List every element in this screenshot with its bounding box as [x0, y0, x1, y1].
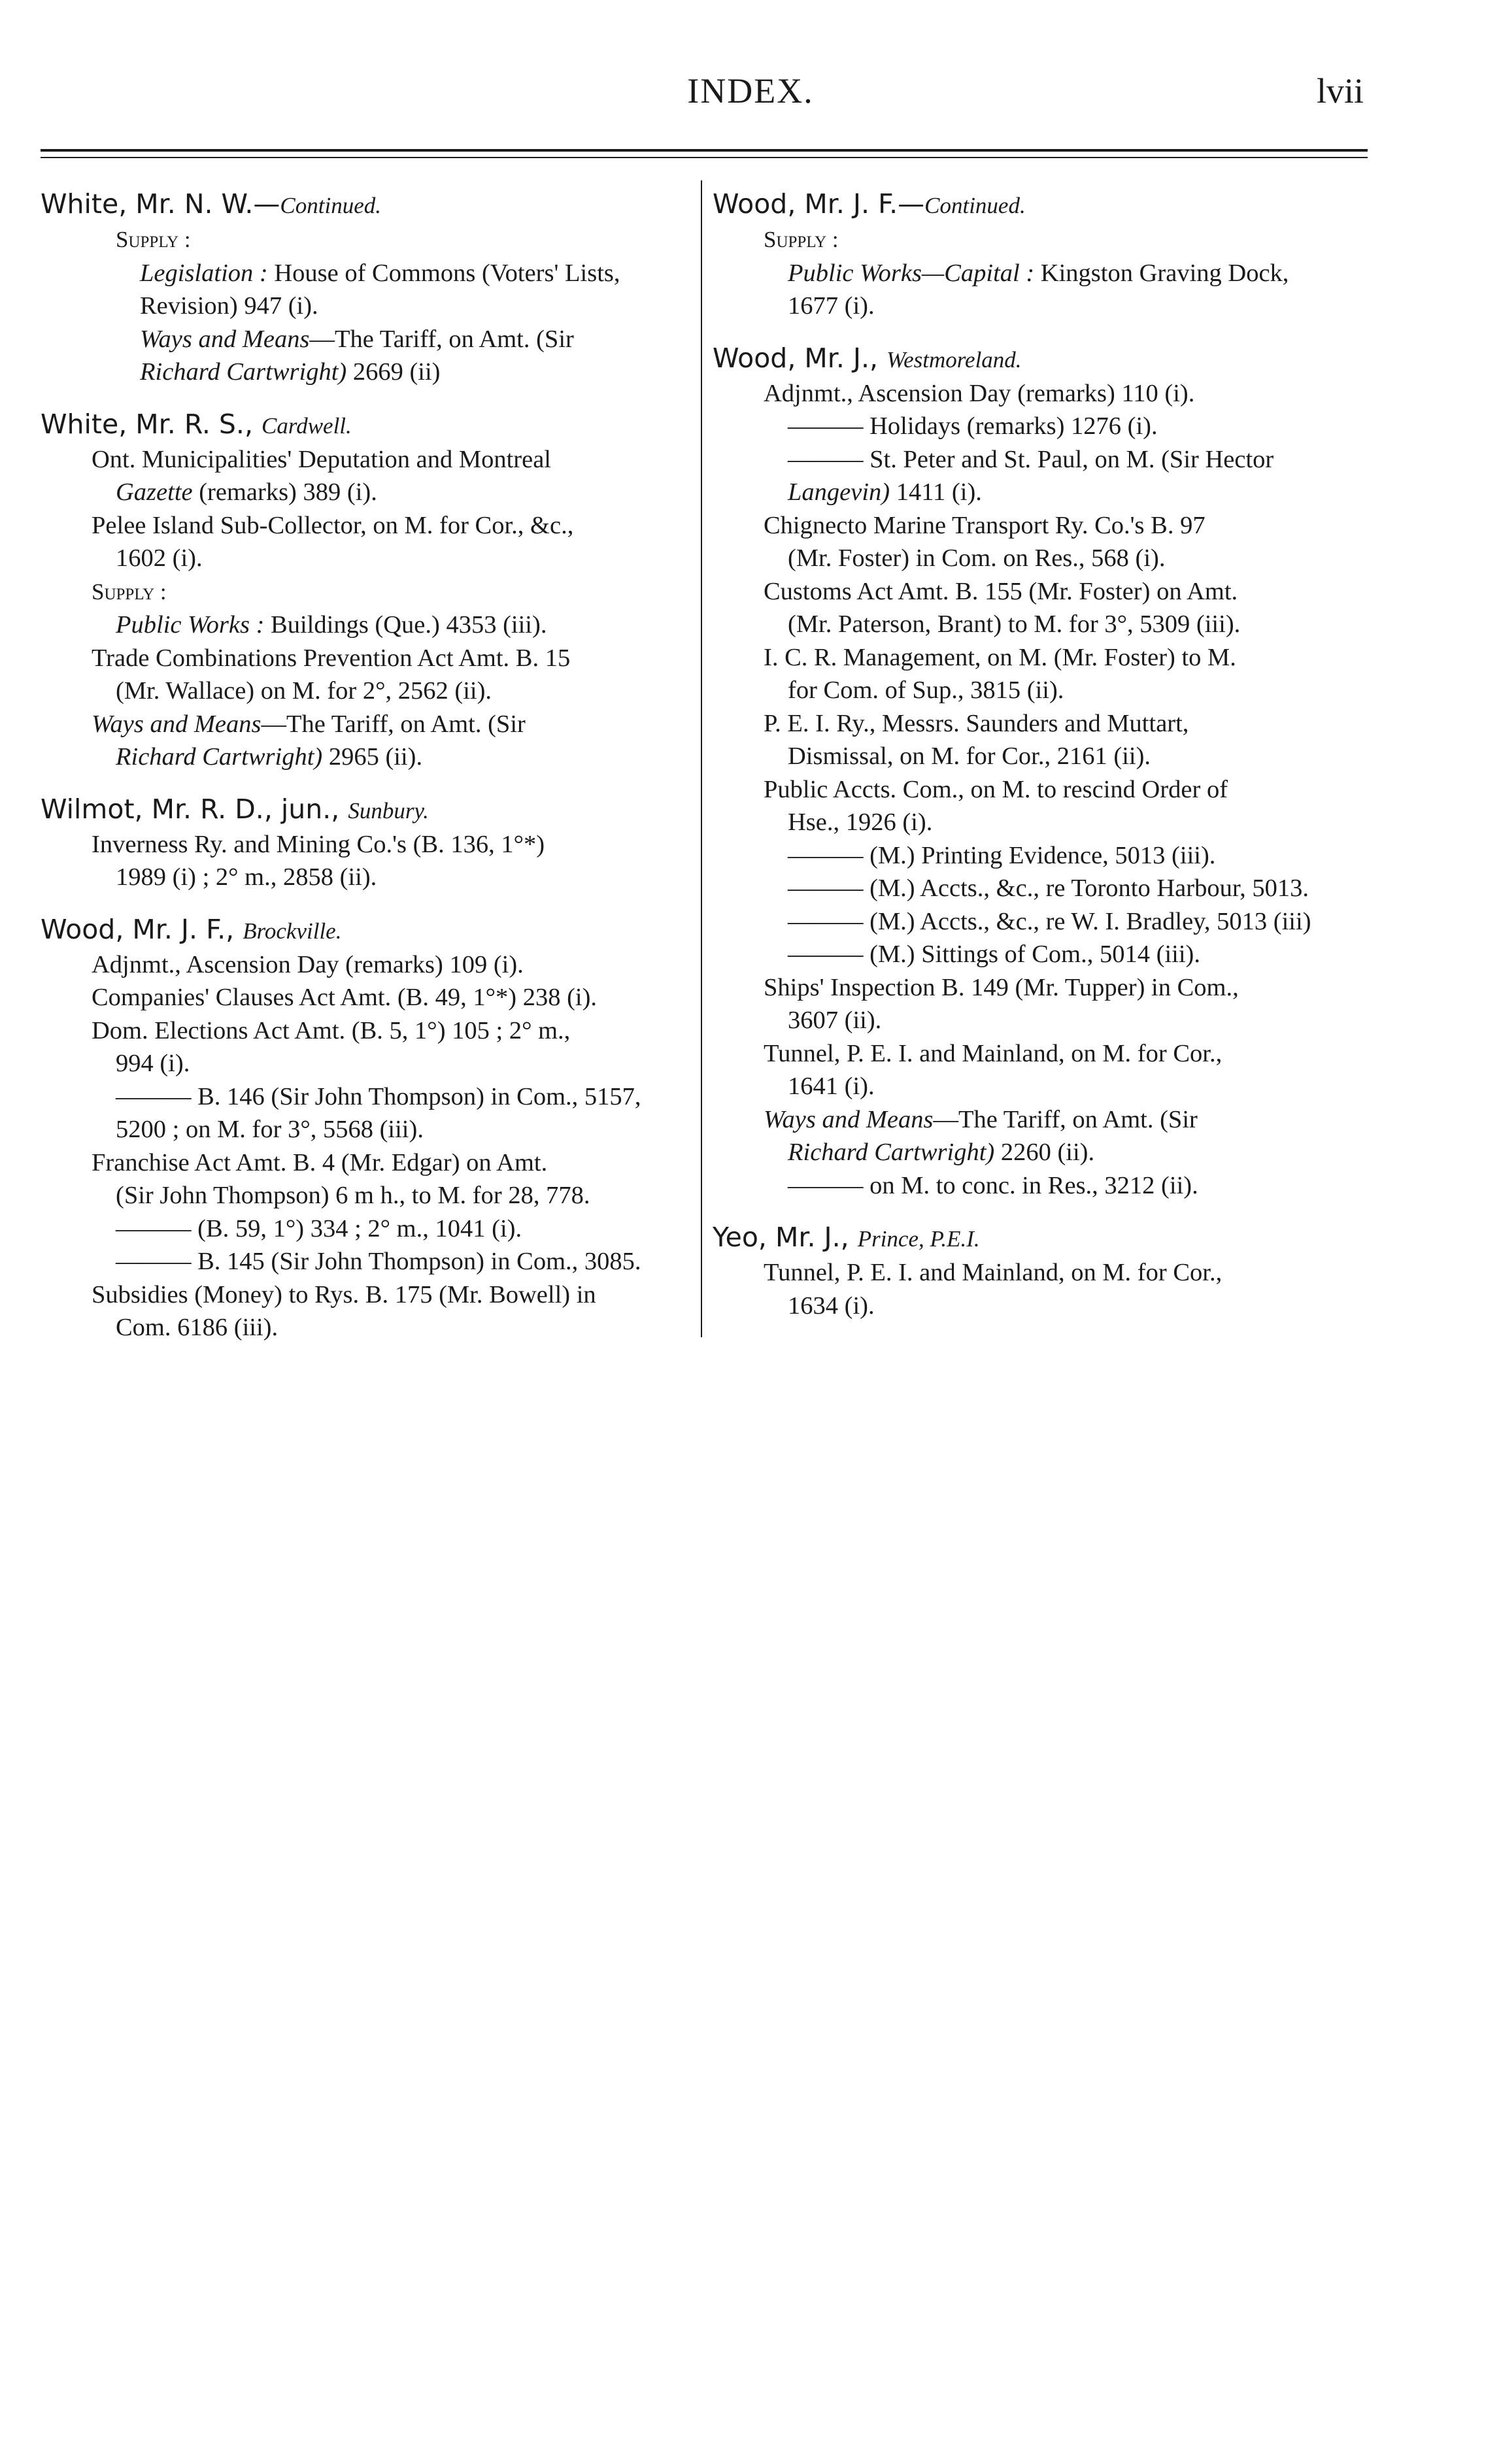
index-entry: [713, 773, 1366, 807]
header-rule-thin: [41, 157, 1368, 158]
entry-text: Dom. Elections Act Amt. (B. 5, 1°) 105 ; 2° m.,: [92, 1016, 571, 1044]
constituency: Prince, P.E.I.: [857, 1226, 980, 1252]
entry-text: (remarks) 389 (i).: [192, 478, 377, 506]
entry-text: Chignecto Marine Transport Ry. Co.'s B. 97: [764, 511, 1206, 539]
index-entry: [41, 608, 694, 642]
index-entry: [713, 938, 1366, 971]
entry-text: (Mr. Wallace) on M. for 2°, 2562 (ii).: [116, 677, 492, 705]
index-entry: [41, 542, 694, 575]
index-entry: [41, 708, 694, 741]
entry-text: Adjnmt., Ascension Day (remarks) 110 (i).: [764, 379, 1195, 407]
entry-italic-lead: Ways and Means: [764, 1105, 934, 1133]
index-entry: [41, 1179, 694, 1212]
index-entry: [41, 443, 694, 476]
entry-italic-lead: Gazette: [116, 478, 193, 506]
index-entry: [41, 981, 694, 1014]
column-divider: [701, 180, 702, 1337]
entry-text: (Sir John Thompson) 6 m h., to M. for 28, 778.: [116, 1182, 590, 1209]
entry-text: ——— B. 146 (Sir John Thompson) in Com., 5157,: [116, 1082, 641, 1110]
constituency: Continued.: [280, 193, 381, 218]
entry-text: Hse., 1926 (i).: [788, 808, 933, 836]
index-entry: [713, 1290, 1366, 1323]
entry-text: Franchise Act Amt. B. 4 (Mr. Edgar) on Amt.: [92, 1148, 548, 1176]
entry-italic-lead: Langevin): [788, 478, 890, 506]
entry-text: 994 (i).: [116, 1050, 190, 1077]
index-entry: [41, 828, 694, 861]
index-entry: [713, 443, 1366, 476]
entry-italic-lead: Public Works :: [116, 611, 265, 639]
index-entry: [41, 1113, 694, 1146]
constituency: Sunbury.: [348, 797, 429, 824]
index-entry: [713, 1169, 1366, 1203]
entry-text: ——— St. Peter and St. Paul, on M. (Sir Hector: [788, 445, 1274, 473]
page-number: lvii: [1316, 71, 1364, 110]
entry-text: P. E. I. Ry., Messrs. Saunders and Muttart,: [764, 709, 1189, 737]
entry-text: ——— (M.) Sittings of Com., 5014 (iii).: [788, 941, 1200, 968]
index-entry: [41, 257, 694, 290]
entry-text: Pelee Island Sub-Collector, on M. for Cor., &c.,: [92, 511, 574, 539]
entry-text: Inverness Ry. and Mining Co.'s (B. 136, 1°*): [92, 830, 545, 858]
index-entry: [713, 707, 1366, 741]
index-entry: [713, 1070, 1366, 1103]
index-entry: [41, 1080, 694, 1114]
index-entry: [713, 223, 1366, 257]
entry-italic-lead: Public Works—Capital :: [788, 259, 1035, 287]
index-entry: [41, 290, 694, 323]
entry-italic-lead: Ways and Means: [92, 710, 261, 738]
member-heading: [41, 912, 694, 948]
index-entry: [713, 377, 1366, 410]
entry-text: —The Tariff, on Amt. (Sir: [309, 325, 574, 353]
entry-text: ——— (M.) Printing Evidence, 5013 (iii).: [788, 841, 1216, 869]
entry-text: for Com. of Sup., 3815 (ii).: [788, 676, 1064, 704]
member-name: Wood, Mr. J. F.—: [713, 188, 925, 220]
entry-text: Dismissal, on M. for Cor., 2161 (ii).: [788, 742, 1151, 770]
entry-text: —The Tariff, on Amt. (Sir: [261, 710, 526, 738]
index-entry: [713, 257, 1366, 290]
index-entry: [41, 642, 694, 675]
entry-text: Companies' Clauses Act Amt. (B. 49, 1°*) 238 (i).: [92, 984, 598, 1011]
page-header: [0, 0, 1501, 150]
index-entry: [713, 905, 1366, 939]
index-entry: [713, 971, 1366, 1005]
entry-text: Ships' Inspection B. 149 (Mr. Tupper) in Com.,: [764, 973, 1239, 1001]
index-entry: [713, 674, 1366, 707]
index-entry: [713, 641, 1366, 674]
entry-text: Revision) 947 (i).: [140, 292, 318, 320]
entry-text: ——— B. 145 (Sir John Thompson) in Com., 3085.: [116, 1248, 641, 1275]
entry-text: Com. 6186 (iii).: [116, 1314, 278, 1341]
constituency: Continued.: [924, 193, 1026, 218]
index-entry: [713, 608, 1366, 641]
member-name: Wood, Mr. J.,: [713, 342, 887, 374]
index-entry: [713, 740, 1366, 773]
index-entry: [41, 575, 694, 609]
entry-text: Customs Act Amt. B. 155 (Mr. Foster) on Amt.: [764, 577, 1238, 605]
entry-text: Subsidies (Money) to Rys. B. 175 (Mr. Bowell) in: [92, 1280, 596, 1308]
index-entry: [713, 290, 1366, 323]
entry-text: Buildings (Que.) 4353 (iii).: [264, 611, 547, 639]
entry-text: ——— (M.) Accts., &c., re W. I. Bradley, 5013 (iii): [788, 907, 1311, 935]
entry-text: Trade Combinations Prevention Act Amt. B. 15: [92, 644, 571, 672]
constituency: Westmoreland.: [886, 346, 1022, 373]
index-entry: [41, 323, 694, 356]
entry-text: (Mr. Foster) in Com. on Res., 568 (i).: [788, 544, 1166, 572]
index-entry: [41, 1278, 694, 1312]
entry-text: 1989 (i) ; 2° m., 2858 (ii).: [116, 863, 377, 891]
index-entry: [713, 410, 1366, 443]
right-index-column: [713, 187, 1366, 1322]
entry-text: 1411 (i).: [890, 478, 982, 506]
entry-text: 1634 (i).: [788, 1291, 875, 1320]
entry-text: 2669 (ii): [346, 358, 441, 386]
entry-text: —The Tariff, on Amt. (Sir: [933, 1105, 1198, 1133]
entry-italic-lead: Richard Cartwright): [788, 1139, 995, 1166]
index-entry: [713, 1136, 1366, 1169]
left-index-column: [41, 187, 694, 1344]
member-heading: [41, 187, 694, 223]
index-entry: [41, 1212, 694, 1246]
entry-text: 1602 (i).: [116, 544, 203, 572]
index-entry: [41, 948, 694, 982]
member-heading: [41, 407, 694, 443]
entry-text: 5200 ; on M. for 3°, 5568 (iii).: [116, 1116, 424, 1143]
index-entry: [713, 575, 1366, 608]
entry-text: Supply :: [116, 227, 191, 252]
member-name: White, Mr. N. W.—: [41, 188, 280, 220]
member-heading: [713, 187, 1366, 223]
entry-text: ——— (M.) Accts., &c., re Toronto Harbour, 5013.: [788, 874, 1309, 902]
member-heading: [41, 792, 694, 828]
constituency: Brockville.: [243, 918, 342, 944]
entry-text: 3607 (ii).: [788, 1007, 882, 1034]
member-heading: [713, 1220, 1366, 1256]
constituency: Cardwell.: [261, 412, 352, 439]
index-entry: [41, 861, 694, 894]
entry-text: Kingston Graving Dock,: [1034, 259, 1289, 287]
entry-text: ——— (B. 59, 1°) 334 ; 2° m., 1041 (i).: [116, 1214, 522, 1242]
entry-italic-lead: Richard Cartwright): [140, 358, 347, 386]
index-entry: [713, 839, 1366, 873]
index-entry: [41, 356, 694, 389]
index-entry: [713, 1037, 1366, 1071]
index-entry: [713, 542, 1366, 575]
entry-text: Ont. Municipalities' Deputation and Montreal: [92, 445, 552, 473]
index-entry: [41, 1311, 694, 1344]
member-name: White, Mr. R. S.,: [41, 408, 262, 440]
entry-text: Public Accts. Com., on M. to rescind Order of: [764, 775, 1228, 803]
index-entry: [41, 741, 694, 774]
entry-text: (Mr. Paterson, Brant) to M. for 3°, 5309 (iii).: [788, 610, 1241, 638]
entry-italic-lead: Richard Cartwright): [116, 743, 323, 771]
entry-italic-lead: Ways and Means: [140, 325, 310, 353]
index-entry: [713, 509, 1366, 542]
header-rule: [41, 149, 1368, 152]
member-name: Yeo, Mr. J.,: [713, 1222, 858, 1253]
index-entry: [41, 1014, 694, 1048]
entry-text: Supply :: [764, 227, 839, 252]
entry-text: Supply :: [92, 578, 167, 605]
entry-text: 2965 (ii).: [322, 743, 423, 771]
index-entry: [713, 476, 1366, 509]
entry-italic-lead: Legislation :: [140, 259, 268, 287]
entry-text: House of Commons (Voters' Lists,: [267, 259, 620, 287]
member-name: Wood, Mr. J. F.,: [41, 913, 243, 945]
page-title: INDEX.: [687, 71, 814, 110]
index-entry: [41, 223, 694, 257]
index-entry: [41, 1245, 694, 1278]
entry-text: ——— Holidays (remarks) 1276 (i).: [788, 412, 1158, 440]
index-entry: [713, 806, 1366, 839]
index-entry: [713, 872, 1366, 905]
index-entry: [41, 674, 694, 708]
entry-text: 1641 (i).: [788, 1073, 875, 1100]
index-entry: [41, 509, 694, 542]
entry-text: Adjnmt., Ascension Day (remarks) 109 (i).: [92, 950, 524, 978]
index-entry: [41, 476, 694, 509]
entry-text: I. C. R. Management, on M. (Mr. Foster) to M.: [764, 643, 1236, 671]
index-entry: [713, 1103, 1366, 1137]
member-heading: [713, 341, 1366, 377]
index-entry: [713, 1256, 1366, 1290]
index-entry: [41, 1047, 694, 1080]
entry-text: 2260 (ii).: [994, 1139, 1095, 1166]
member-name: Wilmot, Mr. R. D., jun.,: [41, 793, 348, 825]
entry-text: 1677 (i).: [788, 292, 875, 320]
entry-text: ——— on M. to conc. in Res., 3212 (ii).: [788, 1171, 1198, 1199]
entry-text: Tunnel, P. E. I. and Mainland, on M. for Cor.,: [764, 1259, 1223, 1286]
index-entry: [713, 1004, 1366, 1037]
index-entry: [41, 1146, 694, 1180]
entry-text: Tunnel, P. E. I. and Mainland, on M. for Cor.,: [764, 1039, 1223, 1067]
